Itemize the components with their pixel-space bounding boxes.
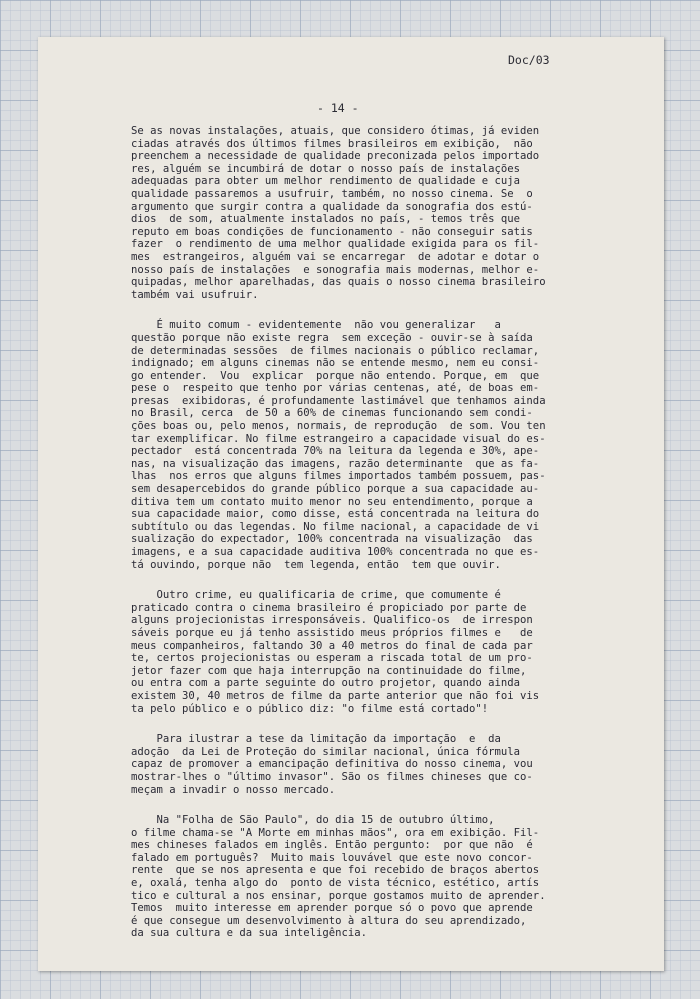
text-line: ciadas através dos últimos filmes brasileiros em exibição, não [131,137,533,150]
paragraph [131,589,621,715]
typed-body-text [131,125,621,940]
text-line: da sua cultura e da sua inteligência. [131,927,367,940]
text-line: Outro crime, eu qualificaria de crime, que comumente é [131,589,501,602]
text-line: o filme chama-se "A Morte em minhas mãos", ora em exibição. Fil- [131,826,540,839]
text-line: pese o respeito que tenho por várias centenas, até, de boas em- [131,382,540,395]
text-line: Se as novas instalações, atuais, que considero ótimas, já eviden [131,125,540,137]
text-line: meçam a invadir o nosso mercado. [131,783,336,796]
text-line: no Brasil, cerca de 50 a 60% de cinemas funcionando sem condi- [131,407,533,420]
text-line: tá ouvindo, porque não tem legenda, então tem que ouvir. [131,558,501,571]
text-line: também vai usufruir. [131,288,259,301]
text-line: Na "Folha de São Paulo", do dia 15 de outubro último, [131,814,495,827]
text-line: jetor fazer com que haja interrupção na continuidade do filme, [131,664,527,677]
page-number: - 14 - [317,101,359,115]
text-line: preenchem a necessidade de qualidade preconizada pelos importado [131,150,540,163]
paragraph [131,733,621,796]
text-line: nosso país de instalações e sonografia mais modernas, melhor e- [131,263,540,276]
text-line: sua capacidade maior, como disse, está concentrada na leitura do [131,508,540,521]
paragraph-gap [131,715,621,733]
text-line: sem desapercebidos do grande público porque a sua capacidade au- [131,483,540,496]
text-line: é que consegue um desenvolvimento à altura do seu aprendizado, [131,914,527,927]
paragraph [131,125,621,301]
text-line: e, oxalá, tenha algo do ponto de vista técnico, estético, artís [131,877,540,890]
text-line: qualidade passaremos a usufruir, também, no nosso cinema. Se o [131,187,533,200]
text-line: reputo em boas condições de funcionamento - não conseguir satis [131,225,533,238]
text-line: sualização do expectador, 100% concentrada na visualização das [131,533,533,546]
document-reference: Doc/03 [508,53,550,67]
text-line: adoção da Lei de Proteção do similar nacional, única fórmula [131,745,521,758]
text-line: lhas nos erros que alguns filmes importados também possuem, pas- [131,470,546,483]
text-line: praticado contra o cinema brasileiro é propiciado por parte de [131,601,527,614]
text-line: dios de som, atualmente instalados no país, - temos três que [131,213,521,226]
text-line: indignado; em alguns cinemas não se entende mesmo, nem eu consi- [131,357,540,370]
text-line: de determinadas sessões de filmes nacionais o público reclamar, [131,344,540,357]
text-line: tico e cultural a nos ensinar, porque gostamos muito de aprender. [131,889,546,902]
text-line: ou entra com a parte seguinte do outro projetor, quando ainda [131,677,521,690]
text-line: falado em português? Muito mais louvável que este novo concor- [131,851,533,864]
text-line: mes chineses falados em inglês. Então pergunto: por que não é [131,839,533,852]
text-line: res, alguém se incumbirá de dotar o nosso país de instalações [131,162,521,175]
text-line: Temos muito interesse em aprender porque só o povo que aprende [131,902,533,915]
text-line: go entender. Vou explicar porque não entendo. Porque, em que [131,369,540,382]
text-line: nas, na visualização das imagens, razão determinante que as fa- [131,457,540,470]
text-line: alguns projecionistas irresponsáveis. Qualifico-os de irrespon [131,614,533,627]
text-line: existem 30, 40 metros de filme da parte anterior que não foi vis [131,689,540,702]
text-line: questão porque não existe regra sem exceção - ouvir-se à saída [131,331,533,344]
text-line: mes estrangeiros, alguém vai se encarregar de adotar e dotar o [131,250,540,263]
text-line: ditiva tem um contato muito menor no seu entendimento, porque a [131,495,533,508]
text-line: Para ilustrar a tese da limitação da importação e da [131,733,501,746]
text-line: adequadas para obter um melhor rendimento de qualidade e cuja [131,175,521,188]
text-line: imagens, e a sua capacidade auditiva 100% concentrada no que es- [131,546,540,558]
text-line: subtítulo ou das legendas. No filme nacional, a capacidade de vi [131,520,540,533]
paragraph [131,814,621,940]
paragraph-gap [131,571,621,589]
text-line: mostrar-lhes o "último invasor". São os filmes chineses que co- [131,770,533,783]
text-line: rente que se nos apresenta e que foi recebido de braços abertos [131,864,540,877]
text-line: meus companheiros, faltando 30 a 40 metros do final de cada par [131,639,533,652]
paragraph-gap [131,796,621,814]
text-line: ta pelo público e o público diz: "o filme está cortado"! [131,702,489,715]
text-line: quipadas, melhor aparelhadas, das quais o nosso cinema brasileiro [131,276,546,289]
text-line: capaz de promover a emancipação definitiva do nosso cinema, vou [131,758,533,771]
text-line: ções boas ou, pelo menos, normais, de reprodução de som. Vou ten [131,420,546,433]
paragraph [131,319,621,571]
text-line: É muito comum - evidentemente não vou generalizar a [131,319,501,332]
text-line: presas exibidoras, é profundamente lastimável que tenhamos ainda [131,394,546,407]
text-line: tar exemplificar. No filme estrangeiro a capacidade visual do es- [131,432,546,445]
text-line: pectador está concentrada 70% na leitura da legenda e 30%, ape- [131,445,540,458]
text-line: te, certos projecionistas ou esperam a riscada total de um pro- [131,652,533,665]
paragraph-gap [131,301,621,319]
text-line: fazer o rendimento de uma melhor qualidade exigida para os fil- [131,238,540,251]
text-line: argumento que surgir contra a qualidade da sonografia dos estú- [131,200,533,213]
text-line: sáveis porque eu já tenho assistido meus próprios filmes e de [131,626,533,639]
